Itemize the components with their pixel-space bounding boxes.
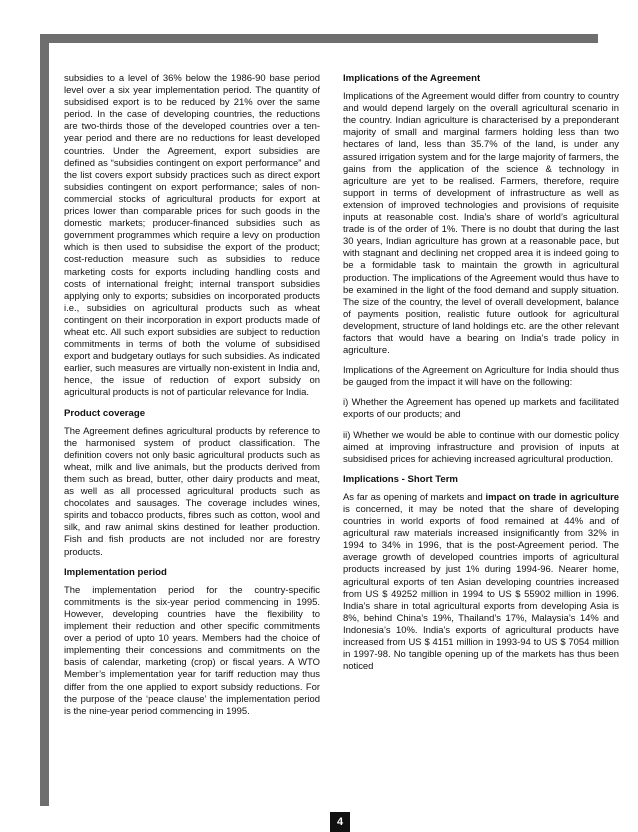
paragraph-short-term [343, 492, 619, 673]
heading-short-term: Implications - Short Term [343, 473, 458, 485]
heading-product-coverage: Product coverage [64, 407, 146, 419]
paragraph-gauged: Implications of the Agreement on Agriculture for India should thus be gauged from the impact it will have on the following: [343, 365, 619, 389]
paragraph-product-coverage: The Agreement defines agricultural products by reference to the harmonised system of product classification. The definition covers not only basic agricultural products such as wheat, milk and live animals, but the products derived from them such as bread, butter, other dairy products and meat, as well as all processed agricultural products such as chocolates and sausages. The coverage includes wines, spirits and tobacco products, fibres such as cotton, wool and silk, and raw animal skins destined for leather production. Fish and fish products are not included nor are forestry products. [64, 425, 320, 558]
left-column [64, 73, 320, 726]
top-border-bar [40, 34, 598, 43]
paragraph-export-subsidies: subsidies to a level of 36% below the 1986-90 base period level over a six year implementation period. The quantity of subsidised export is to be reduced by 21% over the same period. In the case of developing countries, the reductions are two-thirds those of the developed countries over a ten-year period and there are no reductions for least developed countries. Under the Agreement, export subsidies are defined as “subsidies contingent on export performance” and the list covers export subsidy practices such as direct export subsidies contingent on export performance; sales of non-commercial stocks of agricultural products for export at prices lower than comparable prices for such goods in the domestic markets; producer-financed subsidies such as government programmes which require a levy on production which is then used to subsidise the export of the product; cost-reduction measure such as subsidies to reduce marketing costs for exports including handling costs and costs of international freight; internal transport subsidies applying only to exports; subsidies on incorporated products i.e., subsidies on agricultural products such as wheat contingent on their incorporation in export products made of wheat etc. All such export subsidies are subject to reduction commitments in terms of both the volume of subsidised export and budgetary outlays for such subsidies. As indicated earlier, such measures are virtually non-existent in India and, hence, the issue of reduction of export subsidy on agricultural products is not of particular relevance for India. [64, 73, 321, 399]
paragraph-item-ii: ii) Whether we would be able to continue with our domestic policy aimed at improving infrastructure and provision of inputs at subsidised prices for achieving increased agricultural production. [343, 429, 619, 465]
paragraph-item-i: i) Whether the Agreement has opened up markets and facilitated exports of our products; and [343, 397, 619, 421]
page-number: 4 [330, 812, 350, 832]
left-border-bar [40, 34, 49, 806]
bold-text: impact on trade in agriculture [485, 491, 619, 503]
paragraph-implications: Implications of the Agreement would differ from country to country and would depend largely on the overall agricultural scenario in the country. Indian agriculture is characterised by a preponderant majority of small and marginal farmers holding less than two hectares of land, less than 35.7% of the land, is under any assured irrigation system and for the large majority of farmers, the gains from the application of the science & technology in agriculture are yet to be realised. Farmers, therefore, require support in terms of development of infrastructure as well as extension of improved technologies and provisions of requisite inputs at reasonable cost. India’s share of world’s agricultural trade is of the order of 1%. There is no doubt that during the last 30 years, Indian agriculture has grown at a reasonable pace, but with stagnant and declining net cropped area it is indeed going to be a formidable task to maintain the growth in agricultural production. The implications of the Agreement would thus have to be examined in the light of the food demand and supply situation. The size of the country, the level of overall development, balance of payments position, realistic future outlook for agricultural development, structure of land holdings etc. are the other relevant factors that would have a bearing on India’s trade policy in agriculture. [343, 91, 619, 357]
right-column [343, 73, 619, 681]
text-segment: As far as opening of markets and [343, 491, 486, 503]
heading-implementation-period: Implementation period [64, 566, 167, 578]
text-segment: is concerned, it may be noted that the share of developing countries in world exports of food remained at 44% and of agricultural raw materials increased insignificantly from 32% in 1994 to 34% in 1996, that is the post-Agreement period. The average growth of developed countries imports of agricultural products increased by just 1% during 1994-96. Nearer home, agricultural exports of ten Asian developing countries increased from US $ 49252 million in 1994 to US $ 55902 million in 1996. India’s share in total agricultural exports from developing Asia is 8%, behind China’s 19%, Thailand’s 17%, Malaysia’s 14% and Indonesia’s 10%. India’s exports of agricultural products have increased from US $ 4151 million in 1993-94 to US $ 7054 million in 1997-98. No tangible opening up of the markets has thus been noticed [343, 504, 619, 673]
heading-implications: Implications of the Agreement [343, 73, 481, 84]
paragraph-implementation-period: The implementation period for the country-specific commitments is the six-year period commencing in 1995. However, developing countries have the flexibility to implement their reduction and other specific commitments over a period of upto 10 years. Members had the choice of implementing their concessions and commitments on the basis of calendar, marketing (crop) or fiscal years. A WTO Member’s implementation year for tariff reduction may thus differ from the one applied to export subsidy reductions. For the purpose of the ‘peace clause’ the implementation period is the nine-year period commencing in 1995. [64, 584, 320, 717]
